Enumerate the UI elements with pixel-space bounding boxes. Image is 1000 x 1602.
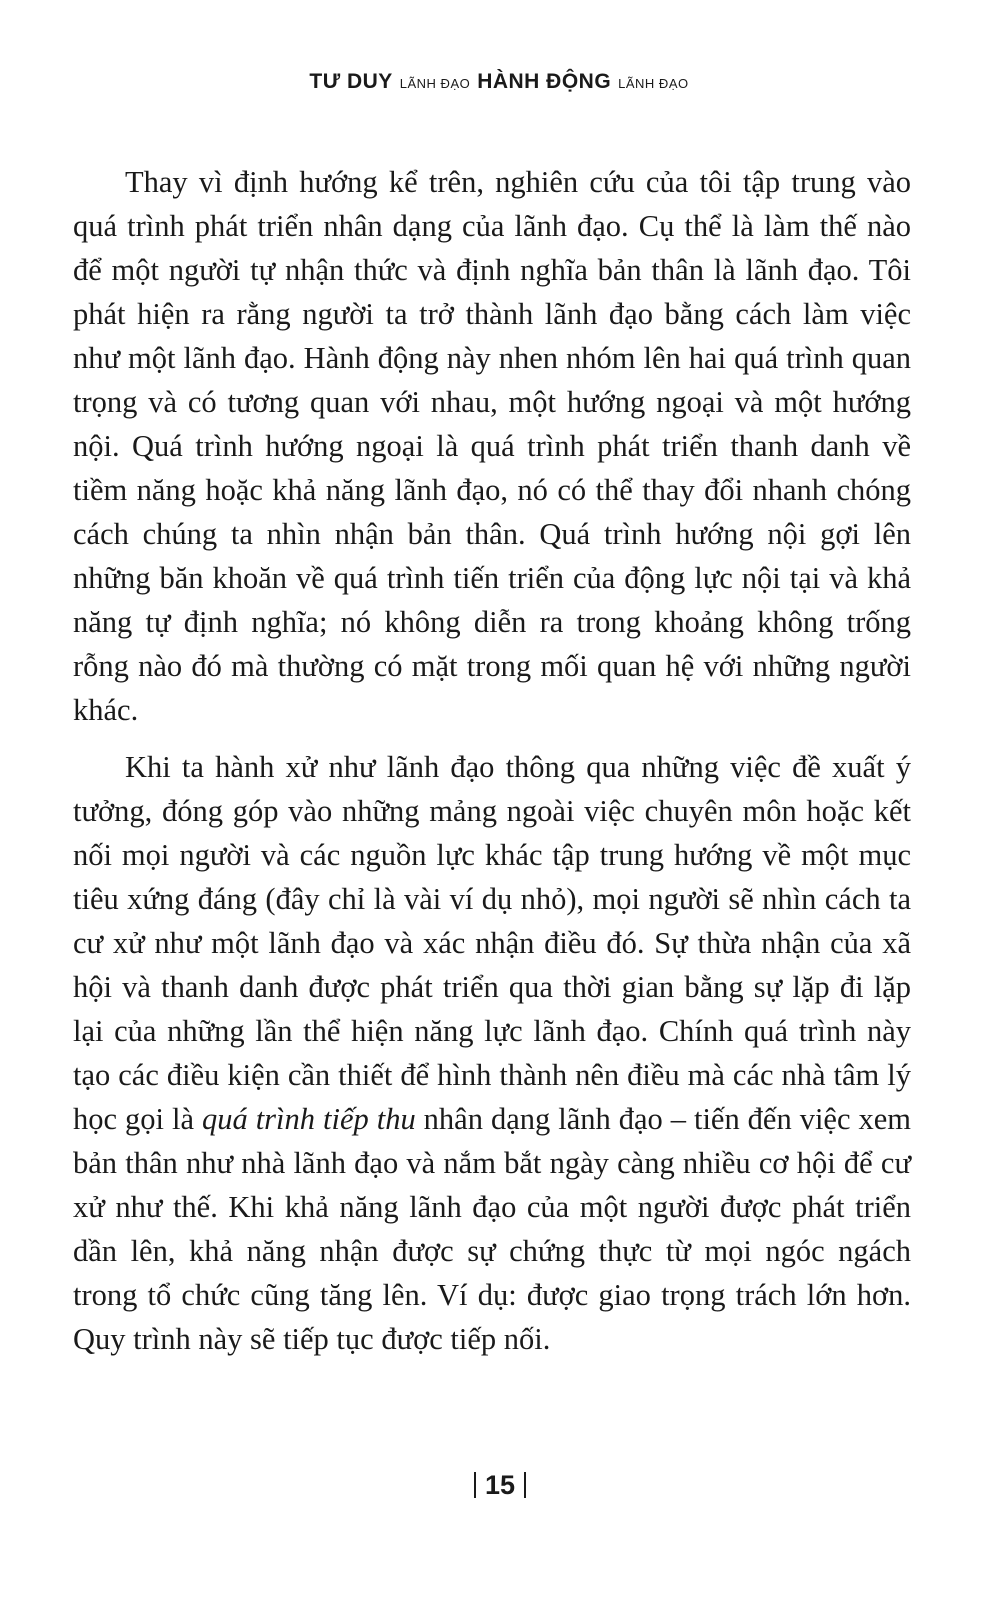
paragraph-1-text: Thay vì định hướng kể trên, nghiên cứu của tôi tập trung vào quá trình phát triển nhân dạng của lãnh đạo. Cụ thể là làm thế nào để một người tự nhận thức và định nghĩa bản thân là lãnh đạo. Tôi phát hiện ra rằng người ta trở thành lãnh đạo bằng cách làm việc như một lãnh đạo. Hành động này nhen nhóm lên hai quá trình quan trọng và có tương quan với nhau, một hướng ngoại và một hướng nội. Quá trình hướng ngoại là quá trình phát triển thanh danh về tiềm năng hoặc khả năng lãnh đạo, nó có thể thay đổi nhanh chóng cách chúng ta nhìn nhận bản thân. Quá trình hướng nội gợi lên những băn khoăn về quá trình tiến triển của động lực nội tại và khả năng tự định nghĩa; nó không diễn ra trong khoảng không trống rỗng nào đó mà thường có mặt trong mối quan hệ với những người khác. xyxy=(73,165,911,727)
paragraph-2-italic-term: quá trình tiếp thu xyxy=(201,1102,416,1136)
paragraph-2-text-after: nhân dạng lãnh đạo – tiến đến việc xem bản thân như nhà lãnh đạo và nắm bắt ngày càng nhiều cơ hội để cư xử như thế. Khi khả năng lãnh đạo của một người được phát triển dần lên, khả năng nhận được sự chứng thực từ mọi ngóc ngách trong tổ chức cũng tăng lên. Ví dụ: được giao trọng trách lớn hơn. Quy trình này sẽ tiếp tục được tiếp nối. xyxy=(73,1102,911,1356)
header-title-part-1: TƯ DUY xyxy=(309,70,393,93)
header-title-part-2: LÃNH ĐẠO xyxy=(399,76,471,91)
page-number xyxy=(0,1470,1000,1501)
page-number-left-rule xyxy=(474,1472,476,1498)
paragraph-2 xyxy=(73,745,911,1361)
page-number-value: 15 xyxy=(484,1470,516,1500)
page-number-right-rule xyxy=(524,1472,526,1498)
header-title-part-4: LÃNH ĐẠO xyxy=(618,76,689,91)
paragraph-2-text-before: Khi ta hành xử như lãnh đạo thông qua những việc đề xuất ý tưởng, đóng góp vào những mảng ngoài việc chuyên môn hoặc kết nối mọi người và các nguồn lực khác tập trung hướng về một mục tiêu xứng đáng (đây chỉ là vài ví dụ nhỏ), mọi người sẽ nhìn cách ta cư xử như một lãnh đạo và xác nhận điều đó. Sự thừa nhận của xã hội và thanh danh được phát triển qua thời gian bằng sự lặp đi lặp lại của những lần thể hiện năng lực lãnh đạo. Chính quá trình này tạo các điều kiện cần thiết để hình thành nên điều mà các nhà tâm lý học gọi là xyxy=(73,750,911,1136)
header-title-part-3: HÀNH ĐỘNG xyxy=(477,70,612,93)
paragraph-1 xyxy=(73,160,911,732)
body-text xyxy=(73,160,911,1374)
running-header xyxy=(0,70,1000,94)
